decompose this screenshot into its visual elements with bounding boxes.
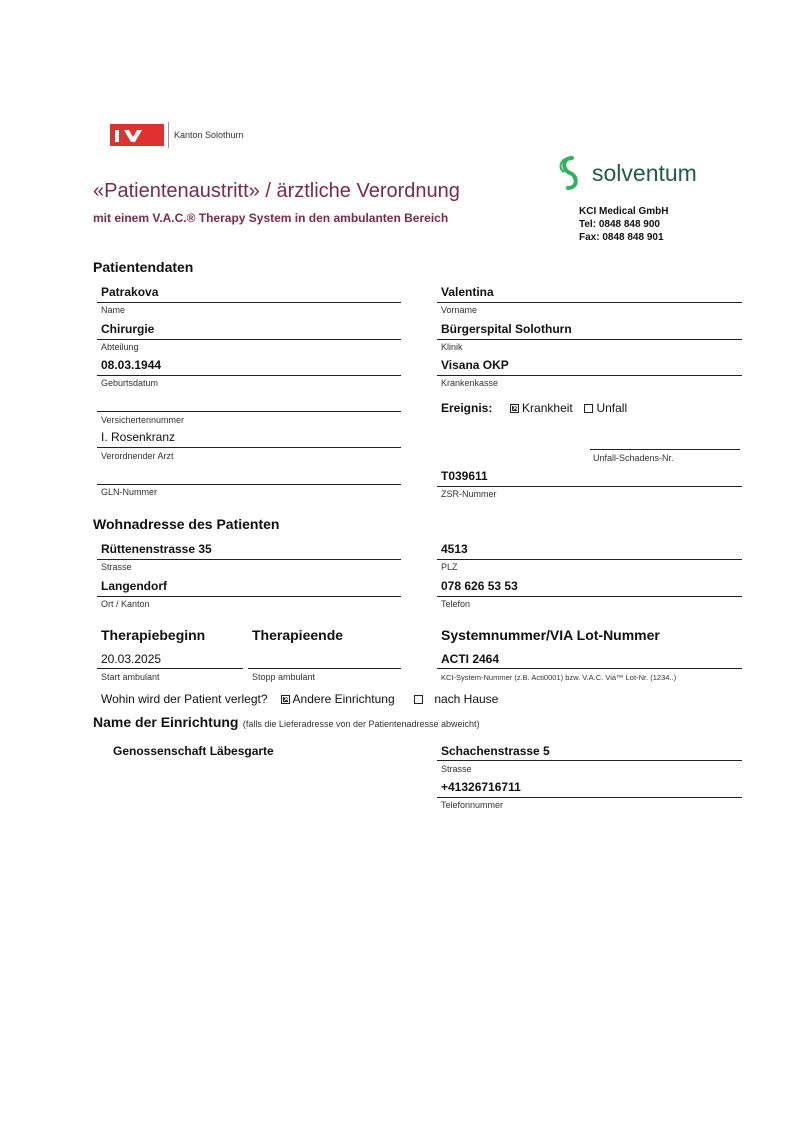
verlegt-row	[101, 692, 498, 706]
therapieende-label: Stopp ambulant	[252, 672, 316, 682]
einrichtung-telefon-label: Telefonnummer	[441, 800, 504, 810]
krankenkasse-label: Krankenkasse	[441, 378, 499, 388]
versichertennummer-label: Versichertennummer	[101, 415, 185, 425]
therapieende-heading: Therapieende	[252, 627, 344, 643]
name-line	[97, 302, 401, 303]
plz-label: PLZ	[441, 562, 458, 572]
checkbox-nach-hause[interactable]	[414, 695, 423, 704]
vorname-line	[437, 302, 742, 303]
therapieende-line	[248, 668, 401, 669]
checkbox-unfall[interactable]	[584, 404, 593, 413]
ereignis-unfall-label: Unfall	[596, 401, 628, 415]
section-einrichtung: Name der Einrichtung	[93, 714, 239, 730]
abteilung-line	[97, 339, 401, 340]
company-name: KCI Medical GmbH	[579, 206, 669, 217]
systemnummer-heading: Systemnummer/VIA Lot-Nummer	[441, 627, 660, 643]
ort-value[interactable]: Langendorf	[101, 579, 167, 593]
company-fax: Fax: 0848 848 901	[579, 232, 664, 243]
facility-heading	[93, 714, 480, 732]
ereignis-label: Ereignis:	[441, 401, 493, 415]
zsr-value[interactable]: T039611	[441, 469, 488, 483]
krankenkasse-value[interactable]: Visana OKP	[441, 358, 509, 372]
name-value[interactable]: Patrakova	[101, 285, 159, 299]
ort-label: Ort / Kanton	[101, 599, 150, 609]
arzt-label: Verordnender Arzt	[101, 451, 174, 461]
einrichtung-strasse-line	[437, 760, 742, 761]
therapiebeginn-heading: Therapiebeginn	[101, 627, 206, 643]
krankenkasse-line	[437, 375, 742, 376]
klinik-value[interactable]: Bürgerspital Solothurn	[441, 322, 572, 336]
therapiebeginn-line	[97, 668, 243, 669]
nach-hause-label: nach Hause	[434, 692, 499, 706]
einrichtung-strasse-value[interactable]: Schachenstrasse 5	[441, 744, 550, 758]
telefon-label: Telefon	[441, 599, 471, 609]
arzt-value[interactable]: I. Rosenkranz	[101, 430, 176, 444]
plz-value[interactable]: 4513	[441, 542, 468, 556]
einrichtung-name-value[interactable]: Genossenschaft Läbesgarte	[113, 744, 274, 758]
vorname-label: Vorname	[441, 305, 478, 315]
telefon-value[interactable]: 078 626 53 53	[441, 579, 518, 593]
strasse-value[interactable]: Rüttenenstrasse 35	[101, 542, 212, 556]
einrichtung-note: (falls die Lieferadresse von der Patientenadresse abweicht)	[242, 719, 480, 729]
checkbox-andere-einrichtung[interactable]	[281, 695, 290, 704]
gln-line[interactable]	[97, 484, 401, 485]
vorname-value[interactable]: Valentina	[441, 285, 494, 299]
klinik-label: Klinik	[441, 342, 463, 352]
checkbox-krankheit[interactable]	[510, 404, 519, 413]
section-wohnadresse: Wohnadresse des Patienten	[93, 516, 280, 532]
zsr-label: ZSR-Nummer	[441, 489, 497, 499]
zsr-line	[437, 486, 742, 487]
abteilung-label: Abteilung	[101, 342, 139, 352]
company-tel: Tel: 0848 848 900	[579, 219, 660, 230]
canton-logo	[110, 124, 164, 146]
therapiebeginn-value[interactable]: 20.03.2025	[101, 652, 162, 666]
geburtsdatum-value[interactable]: 08.03.1944	[101, 358, 162, 372]
arzt-line	[97, 447, 401, 448]
name-label: Name	[101, 305, 126, 315]
company-contact	[579, 205, 668, 244]
telefon-line	[437, 596, 742, 597]
systemnummer-label: KCI-System-Nummer (z.B. Acti0001) bzw. V.A.C. Via™ Lot-Nr. (1234..)	[441, 673, 677, 682]
versichertennummer-line	[97, 411, 401, 412]
ort-line	[97, 596, 401, 597]
abteilung-value[interactable]: Chirurgie	[101, 322, 155, 336]
klinik-line	[437, 339, 742, 340]
page-title: «Patientenaustritt» / ärztliche Verordnung	[93, 180, 460, 202]
gln-label: GLN-Nummer	[101, 487, 158, 497]
unfall-nr-label: Unfall-Schadens-Nr.	[593, 453, 674, 463]
ereignis-krankheit-label: Krankheit	[522, 401, 573, 415]
einrichtung-telefon-line	[437, 797, 742, 798]
andere-einrichtung-label: Andere Einrichtung	[292, 692, 395, 706]
systemnummer-value[interactable]: ACTI 2464	[441, 652, 500, 666]
plz-line	[437, 559, 742, 560]
therapiebeginn-label: Start ambulant	[101, 672, 160, 682]
brand-name: solventum	[592, 160, 697, 186]
strasse-label: Strasse	[101, 562, 132, 572]
einrichtung-strasse-label: Strasse	[441, 764, 472, 774]
systemnummer-line	[437, 668, 742, 669]
canton-name: Kanton Solothurn	[168, 122, 244, 148]
section-patientendaten: Patientendaten	[93, 259, 194, 275]
verlegt-question: Wohin wird der Patient verlegt?	[101, 692, 268, 706]
einrichtung-telefon-value[interactable]: +41326716711	[441, 780, 521, 794]
strasse-line	[97, 559, 401, 560]
ereignis-row	[441, 401, 627, 415]
geburtsdatum-label: Geburtsdatum	[101, 378, 159, 388]
page-subtitle: mit einem V.A.C.® Therapy System in den ambulanten Bereich	[93, 211, 449, 225]
unfall-nr-line[interactable]	[590, 449, 740, 450]
geburtsdatum-line	[97, 375, 401, 376]
